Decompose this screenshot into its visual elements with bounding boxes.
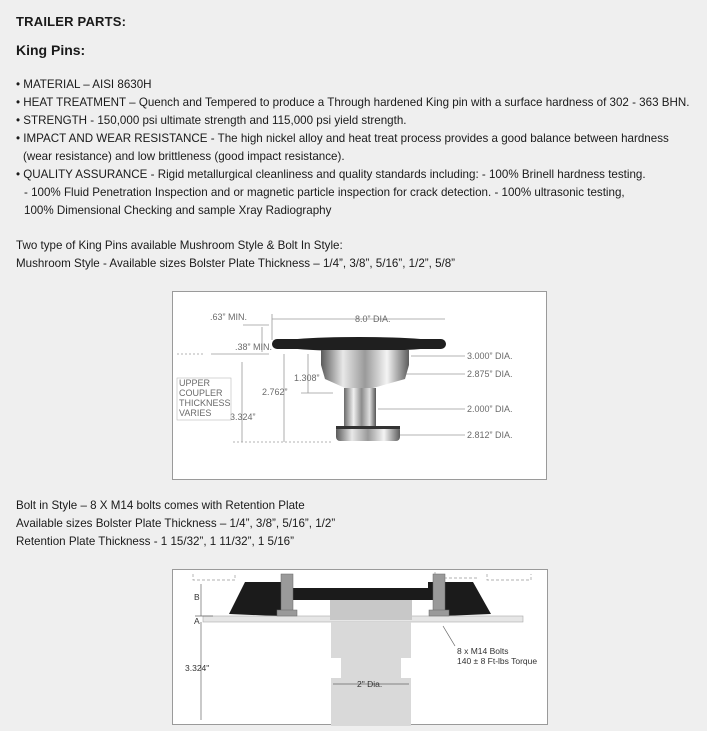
dim-label-h3324: 3.324" (185, 663, 210, 673)
spec-text: 150,000 psi ultimate strength and 115,000 psi yield strength. (97, 114, 407, 127)
spec-label: QUALITY ASSURANCE (23, 168, 148, 181)
dim-label-min63: .63” MIN. (210, 312, 248, 322)
intro-line: Mushroom Style - Available sizes Bolster Plate Thickness – 1/4”, 3/8”, 5/16”, 1/2”, 5/8” (16, 257, 456, 270)
torque-note: 140 ± 8 Ft-lbs Torque (457, 656, 538, 666)
intro-line: Two type of King Pins available Mushroom Style & Bolt In Style: (16, 239, 343, 252)
upper-coupler-label: COUPLER (179, 388, 223, 398)
section-heading-king-pins: King Pins: (16, 42, 86, 58)
dim-label-b: B (194, 592, 200, 602)
bolt-line: Bolt in Style – 8 X M14 bolts comes with Retention Plate (16, 499, 305, 512)
bolt-style-text (16, 497, 696, 551)
spec-item: • HEAT TREATMENT – Quench and Tempered to produce a Through hardened King pin with a surface hardness of 302 - 363 BHN. (16, 96, 690, 109)
spec-text: Rigid metallurgical cleanliness and quality standards including: - 100% Brinell hardness testing. (157, 168, 646, 181)
dim-label-d2812: 2.812” DIA. (467, 430, 513, 440)
bolt-line: Retention Plate Thickness - 1 15/32”, 1 11/32”, 1 5/16” (16, 535, 294, 548)
spec-label: IMPACT AND WEAR RESISTANCE (23, 132, 208, 145)
spec-list (16, 76, 696, 220)
bolt-diagram-svg (173, 570, 547, 726)
kingpin-image (272, 337, 446, 441)
dim-label-dia2: 2" Dia. (357, 679, 383, 689)
spec-text: AISI 8630H (92, 78, 152, 91)
dim-label-a: A (194, 616, 200, 626)
spec-separator: – (79, 78, 93, 91)
spec-continuation: 100% Dimensional Checking and sample Xray Radiography (24, 204, 332, 217)
dim-label-d3000: 3.000” DIA. (467, 351, 513, 361)
upper-coupler-label: VARIES (179, 408, 212, 418)
spec-text: The high nickel alloy and heat treat process provides a good balance between hardness (217, 132, 669, 145)
dim-label-min38: .38” MIN. (235, 342, 273, 352)
dim-label-d2875: 2.875” DIA. (467, 369, 513, 379)
spec-item: • QUALITY ASSURANCE - Rigid metallurgical cleanliness and quality standards including: - 100% Brinell hardness testing. (16, 168, 646, 181)
upper-coupler-label: THICKNESS (179, 398, 231, 408)
spec-continuation: - 100% Fluid Penetration Inspection and or magnetic particle inspection for crack detection. - 100% ultrasonic testing, (24, 186, 625, 199)
bolt-line: Available sizes Bolster Plate Thickness – 1/4”, 3/8”, 5/16”, 1/2” (16, 517, 336, 530)
spec-item: • STRENGTH - 150,000 psi ultimate strength and 115,000 psi yield strength. (16, 114, 407, 127)
kingpin-body-image (331, 622, 411, 726)
upper-coupler-label: UPPER (179, 378, 211, 388)
bolts-note: 8 x M14 Bolts (457, 646, 509, 656)
spec-separator: - (147, 168, 158, 181)
spec-item: • MATERIAL – AISI 8630H (16, 78, 152, 91)
spec-text: Quench and Tempered to produce a Through hardened King pin with a surface hardness of 302 - 363 BHN. (138, 96, 690, 109)
bolt-in-kingpin-diagram (172, 569, 548, 725)
spec-label: MATERIAL (23, 78, 80, 91)
spec-label: HEAT TREATMENT (23, 96, 126, 109)
dim-label-h1308: 1.308” (294, 373, 320, 383)
mushroom-kingpin-diagram (172, 291, 547, 480)
page-heading: TRAILER PARTS: (16, 14, 127, 29)
dim-label-d2000: 2.000” DIA. (467, 404, 513, 414)
mushroom-diagram-svg (173, 292, 546, 479)
spec-label: STRENGTH (23, 114, 88, 127)
spec-separator: – (125, 96, 139, 109)
spec-continuation: (wear resistance) and low brittleness (good impact resistance). (23, 150, 345, 163)
dim-label-h3324: 3.324” (230, 412, 256, 422)
intro-text (16, 237, 696, 273)
spec-separator: - (87, 114, 98, 127)
spec-item: • IMPACT AND WEAR RESISTANCE - The high nickel alloy and heat treat process provides a good balance between hardness (16, 132, 669, 145)
dim-label-dia80: 8.0” DIA. (355, 314, 391, 324)
spec-separator: - (207, 132, 218, 145)
dim-label-h2762: 2.762” (262, 387, 288, 397)
